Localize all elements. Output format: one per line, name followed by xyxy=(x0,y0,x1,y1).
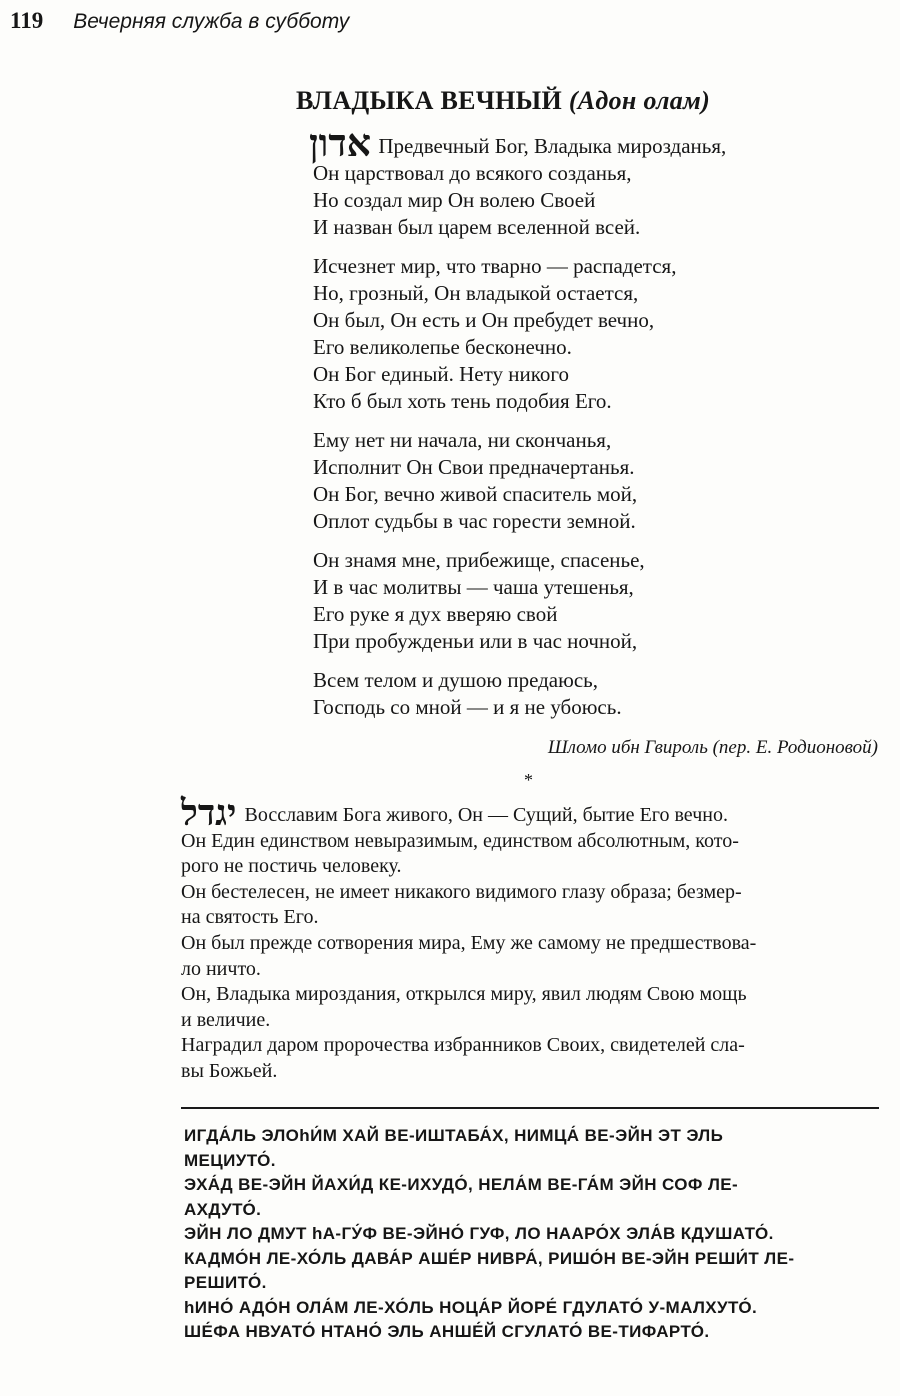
hebrew-initial: אדון xyxy=(309,120,372,165)
prose-line: на святость Его. xyxy=(181,906,319,929)
translit-line: hИНО́ АДО́Н ОЛА́М ЛЕ-ХО́ЛЬ НОЦА́Р ЙОРЕ́ ГДУЛАТО́ У-МАЛХУТО́. xyxy=(184,1297,758,1317)
divider-rule xyxy=(181,1107,879,1109)
poem-line: Он Бог единый. Нету никого xyxy=(313,362,569,386)
prose-line: Наградил даром пророчества избранников Своих, свидетелей сла- xyxy=(181,1034,745,1057)
translit-line: КАДМО́Н ЛЕ-ХО́ЛЬ ДАВА́Р АШЕ́Р НИВРА́, РИШО́Н ВЕ-ЭЙН РЕШИ́Т ЛЕ- xyxy=(184,1248,795,1268)
prose-line: и величие. xyxy=(181,1008,271,1031)
poem-line: Предвечный Бог, Владыка мирозданья, xyxy=(378,134,727,158)
translit-line: РЕШИТО́. xyxy=(184,1273,267,1292)
poem-first-line xyxy=(309,120,883,165)
hebrew-initial: יגדל xyxy=(181,792,237,834)
poem-stanza xyxy=(313,253,883,415)
page-number: 119 xyxy=(10,8,44,33)
translit-line: ЭЙН ЛО ДМУТ hА-ГУ́Ф ВЕ-ЭЙНО́ ГУФ, ЛО НААРО́Х ЭЛА́В КДУШАТО́. xyxy=(184,1224,774,1243)
translit-line: ИГДА́ЛЬ ЭЛОhИ́М ХАЙ ВЕ-ИШТАБА́Х, НИМЦА́ ВЕ-ЭЙН ЭТ ЭЛЬ xyxy=(184,1126,724,1145)
prose-line: ло ничто. xyxy=(181,957,261,980)
poem-attribution: Шломо ибн Гвироль (пер. Е. Родионовой) xyxy=(547,737,878,758)
poem-stanza xyxy=(313,667,883,721)
poem-line: Кто б был хоть тень подобия Его. xyxy=(313,389,612,413)
prose-line: рого не постичь человеку. xyxy=(181,855,402,878)
prose-line: Он, Владыка мироздания, открылся миру, явил людям Свою мощь xyxy=(181,983,747,1006)
prose-line: Он Един единством невыразимым, единством абсолютным, кото- xyxy=(181,829,739,852)
poem-line: Но, грозный, Он владыкой остается, xyxy=(313,281,639,305)
poem-line: Он Бог, вечно живой спаситель мой, xyxy=(313,482,638,506)
transliteration-block xyxy=(184,1124,884,1345)
poem-stanza xyxy=(313,427,883,535)
poem-line: Исполнит Он Свои предначертанья. xyxy=(313,455,635,479)
poem-stanza xyxy=(313,547,883,655)
poem-line: Его великолепье бесконечно. xyxy=(313,335,572,359)
poem-line: Ему нет ни начала, ни скончанья, xyxy=(313,428,612,452)
page-header xyxy=(10,8,349,38)
poem-line: Он знамя мне, прибежище, спасенье, xyxy=(313,548,645,572)
poem-line: И назван был царем вселенной всей. xyxy=(313,215,641,239)
poem-line: Оплот судьбы в час горести земной. xyxy=(313,509,636,533)
poem-stanza xyxy=(309,120,883,241)
title-main: ВЛАДЫКА ВЕЧНЫЙ xyxy=(296,86,562,115)
running-title: Вечерняя служба в субботу xyxy=(73,10,350,33)
translit-line: АХДУТО́. xyxy=(184,1199,262,1219)
translit-line: ШЕ́ФА НВУАТО́ НТАНО́ ЭЛЬ АНШЕ́Й СГУЛАТО́ ВЕ-ТИФАРТО́. xyxy=(184,1322,710,1341)
separator-star: * xyxy=(524,770,533,790)
title-subtitle: (Адон олам) xyxy=(568,86,711,115)
poem-line: И в час молитвы — чаша утешенья, xyxy=(313,575,634,599)
section-title xyxy=(296,86,710,116)
prose-line: Он был прежде сотворения мира, Ему же самому не предшествова- xyxy=(181,931,757,954)
poem-line: При пробужденьи или в час ночной, xyxy=(313,629,638,653)
translit-line: ЭХА́Д ВЕ-ЭЙН ЙАХИ́Д КЕ-ИХУДО́, НЕЛА́М ВЕ-ГА́М ЭЙН СОФ ЛЕ- xyxy=(184,1175,739,1194)
poem-line: Но создал мир Он волею Своей xyxy=(313,188,596,212)
poem xyxy=(309,120,883,733)
poem-line: Всем телом и душою предаюсь, xyxy=(313,668,598,692)
poem-line: Он был, Он есть и Он пребудет вечно, xyxy=(313,308,655,332)
poem-line: Господь со мной — и я не убоюсь. xyxy=(313,695,622,719)
poem-line: Исчезнет мир, что тварно — распадется, xyxy=(313,254,677,278)
prose-line: Восславим Бога живого, Он — Сущий, бытие Его вечно. xyxy=(244,804,728,826)
prose-line: Он бестелесен, не имеет никакого видимого глазу образа; безмер- xyxy=(181,880,742,903)
prose-line: вы Божьей. xyxy=(181,1059,278,1082)
prose-first-line xyxy=(181,792,881,834)
poem-line: Он царствовал до всякого созданья, xyxy=(313,161,632,185)
yigdal-prose xyxy=(181,792,881,1085)
translit-line: МЕЦИУТО́. xyxy=(184,1150,276,1170)
poem-line: Его руке я дух вверяю свой xyxy=(313,602,558,626)
